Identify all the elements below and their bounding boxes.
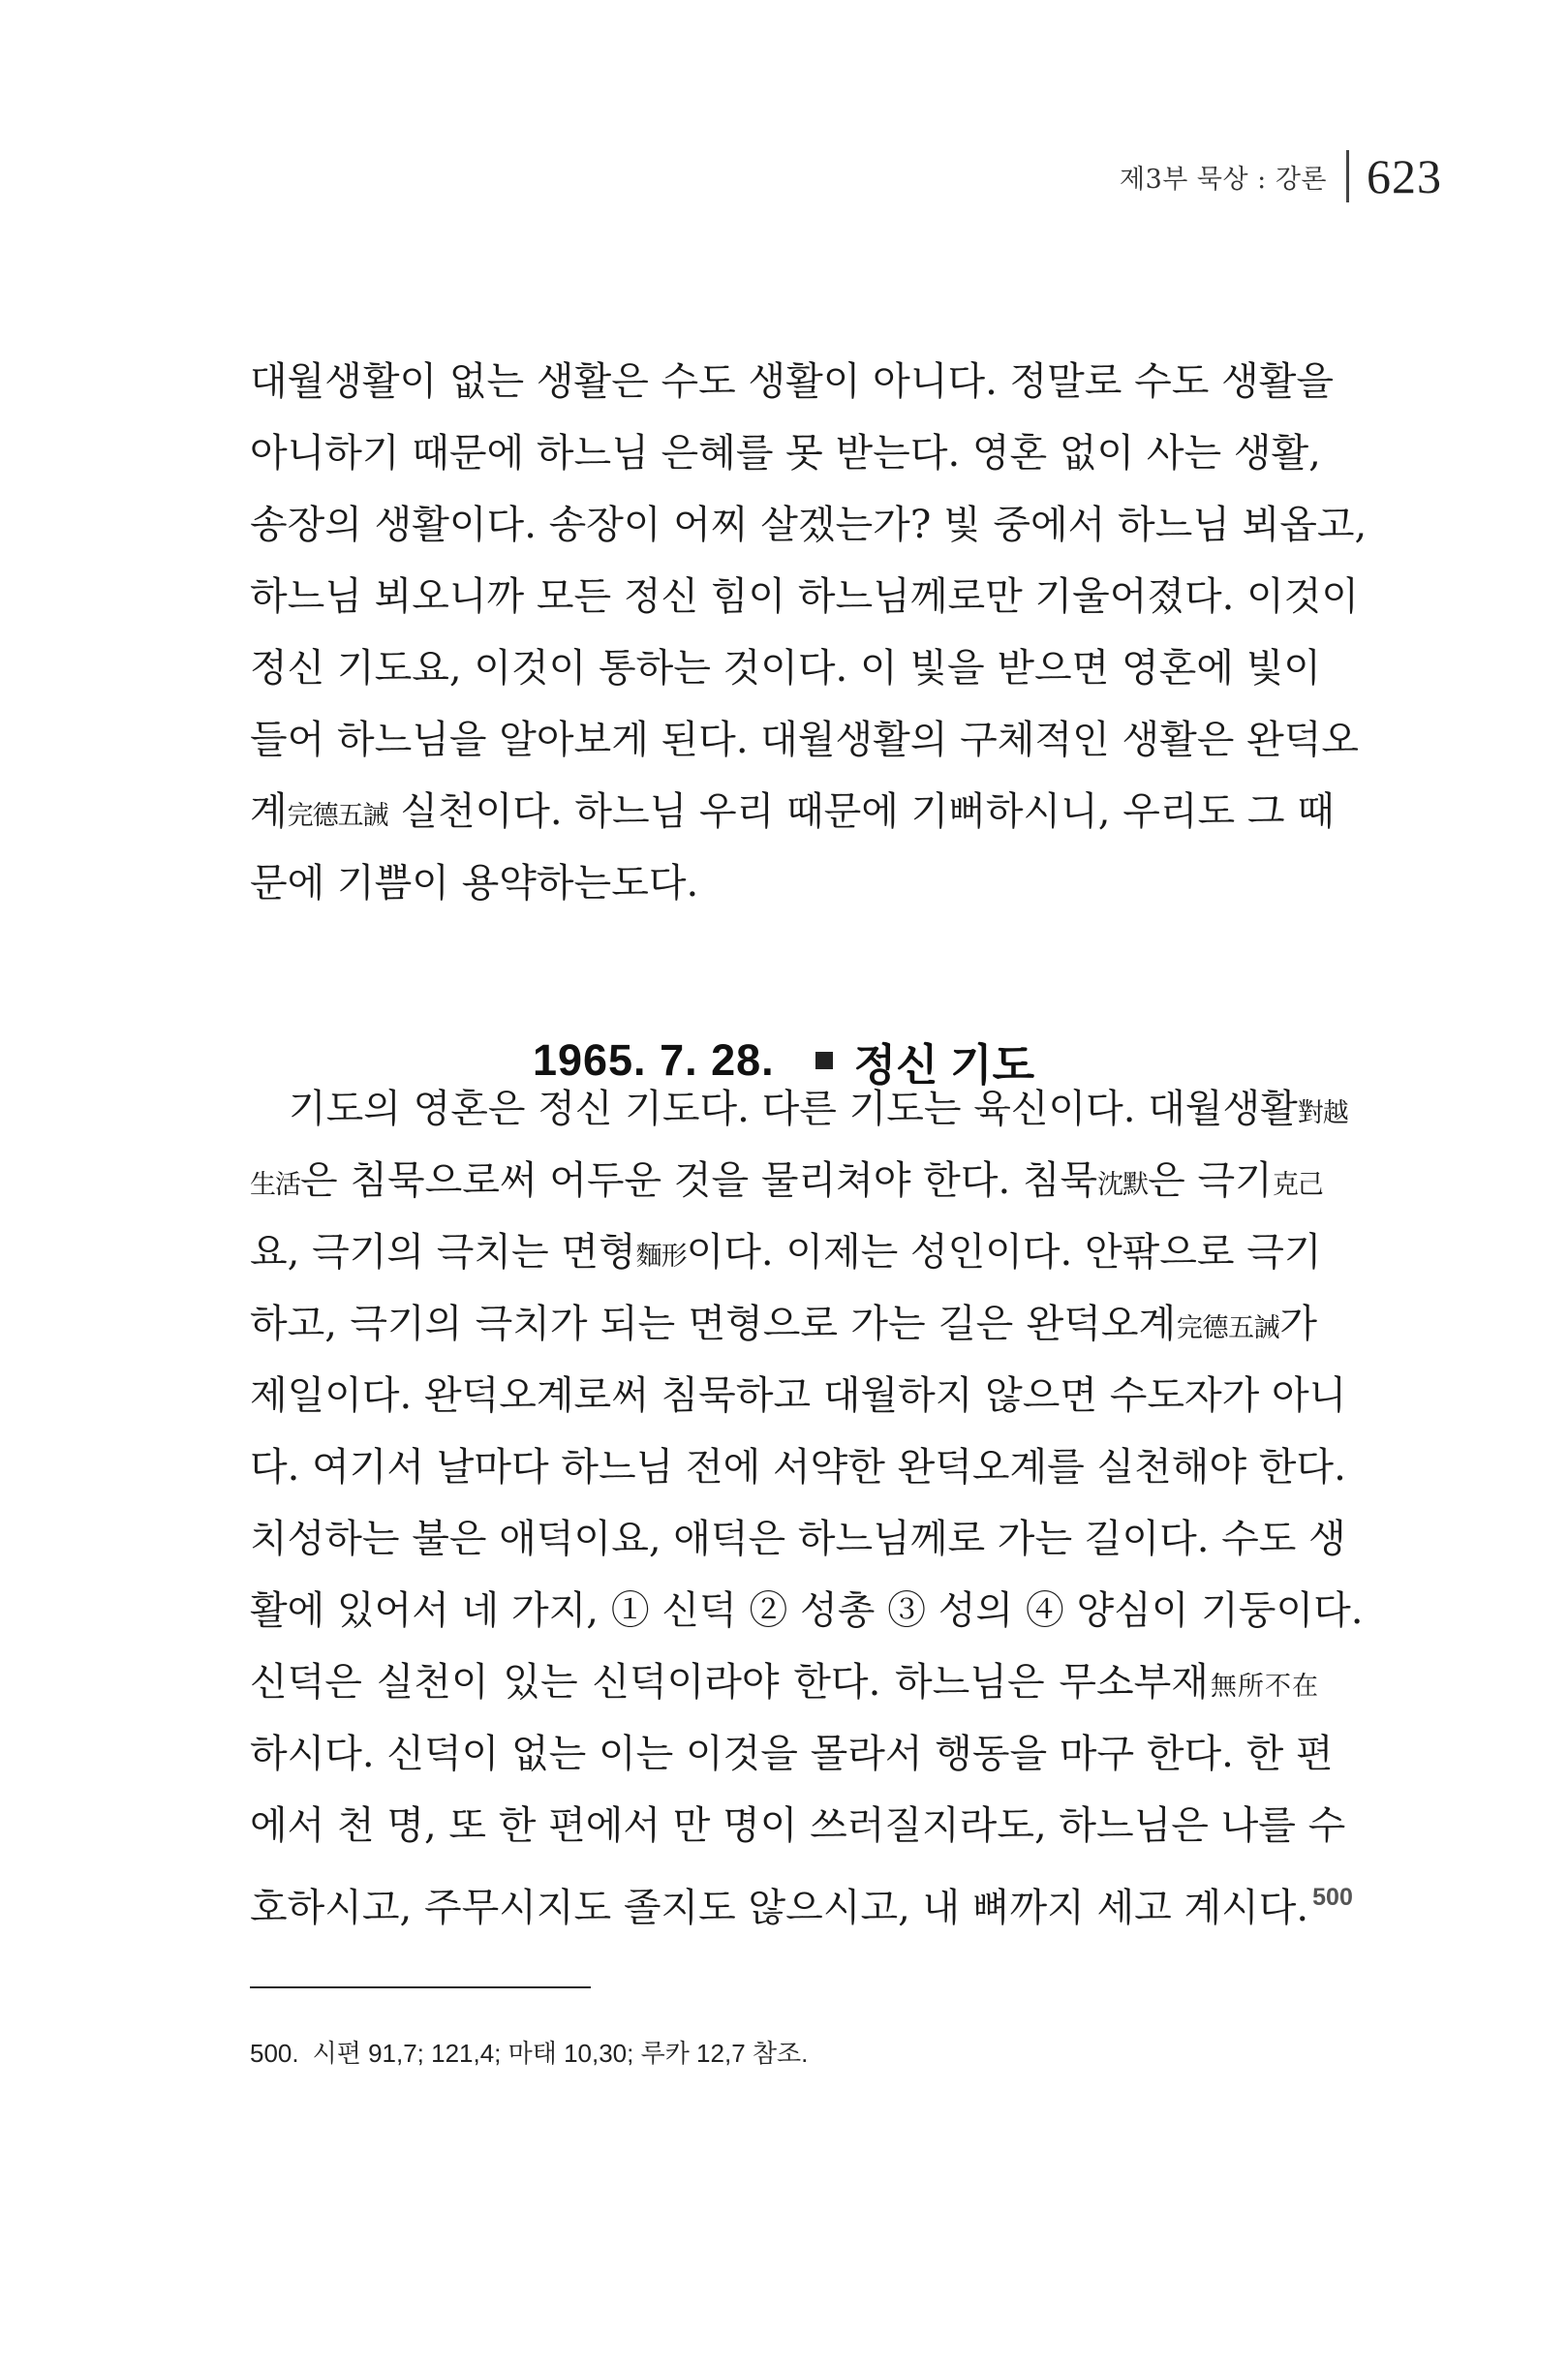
running-head-divider [1346,150,1349,202]
paragraph-line: 다. 여기서 날마다 하느님 전에 서약한 완덕오계를 실천해야 한다. [250,1445,1346,1490]
hanja-gloss: 克己 [1272,1170,1323,1200]
paragraph-line: 치성하는 불은 애덕이요, 애덕은 하느님께로 가는 길이다. 수도 생 [250,1517,1346,1561]
text-run: 기도의 영혼은 정신 기도다. 다른 기도는 육신이다. 대월생활 [289,1087,1298,1131]
paragraph-line: 문에 기쁨이 용약하는도다. [250,861,699,906]
square-bullet-icon [815,1052,833,1069]
paragraph-line: 제일이다. 완덕오계로써 침묵하고 대월하지 않으면 수도자가 아니 [250,1373,1347,1418]
paragraph-line: 들어 하느님을 알아보게 된다. 대월생활의 구체적인 생활은 완덕오 [250,718,1359,762]
running-head [1120,147,1442,205]
hanja-gloss: 麵形 [635,1242,687,1272]
paragraph-line: 아니하기 때문에 하느님 은혜를 못 받는다. 영혼 없이 사는 생활, [250,431,1321,476]
paragraph-line: 하느님 뵈오니까 모든 정신 힘이 하느님께로만 기울어졌다. 이것이 [250,574,1359,619]
hanja-gloss: 完德五誡 [1176,1313,1280,1343]
paragraph-line [250,1145,1323,1216]
text-run: 신덕은 실천이 있는 신덕이라야 한다. 하느님은 무소부재 [250,1660,1209,1705]
heading-date: 1965. 7. 28. [532,1035,775,1086]
paragraph-line: 에서 천 명, 또 한 편에서 만 명이 쓰러질지라도, 하느님은 나를 수 [250,1803,1346,1848]
footnote-divider [250,1986,591,1988]
paragraph-line [250,1861,1353,1933]
paragraph-1 [250,346,1368,919]
page-number: 623 [1367,149,1442,203]
running-head-section: 제3부 묵상 : 강론 [1119,164,1327,195]
hanja-gloss: 沈默 [1097,1170,1149,1200]
paragraph-line [250,1646,1317,1718]
paragraph-2 [250,1073,1364,1933]
paragraph-line: 대월생활이 없는 생활은 수도 생활이 아니다. 정말로 수도 생활을 [250,359,1335,404]
text-run: 이다. 이제는 성인이다. 안팎으로 극기 [686,1230,1322,1275]
text-run: 실천이다. 하느님 우리 때문에 기뻐하시니, 우리도 그 때 [387,789,1335,834]
footnote-number: 500. [250,2039,299,2068]
hanja-gloss: 對越 [1297,1098,1348,1128]
footnote-reference[interactable]: 500 [1312,1884,1353,1911]
footnote [250,2034,808,2070]
text-run: 계 [250,789,288,834]
hanja-gloss: 生活 [250,1170,300,1200]
text-run: 은 극기 [1148,1158,1273,1203]
paragraph-line [250,776,1335,847]
hanja-gloss: 無所不在 [1208,1672,1317,1702]
paragraph-line: 송장의 생활이다. 송장이 어찌 살겠는가? 빛 중에서 하느님 뵈옵고, [250,503,1368,547]
paragraph-line [250,1288,1317,1360]
heading-title: 정신 기도 [853,1039,1035,1090]
paragraph-line: 활에 있어서 네 가지, ① 신덕 ② 성총 ③ 성의 ④ 양심이 기둥이다. [250,1588,1364,1633]
paragraph-line [250,1073,1348,1145]
text-run: 하고, 극기의 극치가 되는 면형으로 가는 길은 완덕오계 [250,1302,1177,1346]
paragraph-line: 하시다. 신덕이 없는 이는 이것을 몰라서 행동을 마구 한다. 한 편 [250,1732,1334,1776]
paragraph-line: 정신 기도요, 이것이 통하는 것이다. 이 빛을 받으면 영혼에 빛이 [250,646,1321,691]
hanja-gloss: 完德五誡 [287,801,388,831]
text-run: 요, 극기의 극치는 면형 [250,1230,636,1275]
paragraph-line [250,1216,1322,1288]
footnote-text: 시편 91,7; 121,4; 마태 10,30; 루카 12,7 참조. [312,2039,809,2068]
text-run: 은 침묵으로써 어두운 것을 물리쳐야 한다. 침묵 [300,1158,1098,1203]
text-run: 가 [1279,1302,1317,1346]
text-run: 호하시고, 주무시지도 졸지도 않으시고, 내 뼈까지 세고 계시다. [250,1886,1309,1930]
